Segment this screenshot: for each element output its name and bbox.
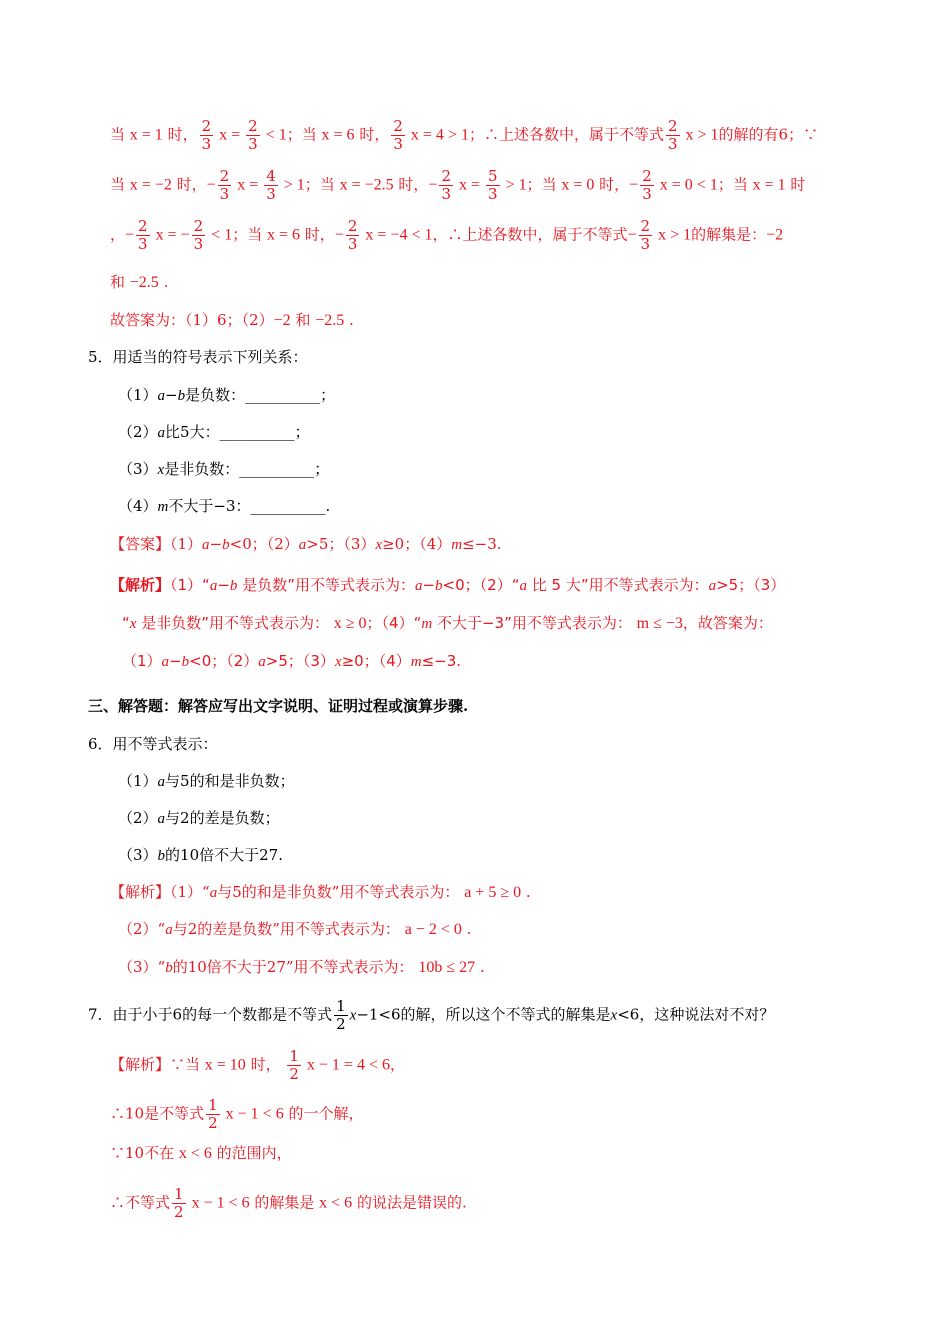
text: 三、解答题：解答应写出文字说明、证明过程或演算步骤. [88, 697, 469, 715]
math-expression: x = 0 < 1 [655, 176, 718, 194]
fraction-denominator: 3 [488, 185, 498, 203]
text-line-l2 [110, 168, 805, 203]
math-expression: > 1 [279, 176, 305, 194]
math-variable: b [165, 960, 173, 976]
text: ；当 [304, 175, 340, 194]
text: − [209, 535, 223, 553]
math-expression: < 1 [261, 126, 287, 144]
text: 当 [110, 125, 130, 144]
math-expression: x = −2 [129, 176, 172, 194]
math-expression: −2.5 [315, 312, 345, 329]
math-expression: x = 6 [321, 126, 355, 144]
text: 时， [245, 1055, 286, 1074]
fraction-numerator: 2 [667, 117, 678, 135]
math-variable: m [157, 499, 169, 515]
text: 与2的差是负数”用不等式表示为： [172, 920, 405, 938]
fraction-denominator: 2 [289, 1065, 299, 1083]
text: ， [110, 225, 126, 244]
text: . [475, 958, 485, 976]
fraction-numerator: 2 [347, 217, 358, 235]
text: 【解析】（1）“ [110, 883, 210, 901]
text-line-l25 [110, 1097, 363, 1132]
text: ；当 [286, 125, 322, 144]
fraction [287, 1048, 301, 1083]
text: 时， [393, 175, 429, 194]
text: . [521, 883, 531, 901]
math-variable: x [610, 1007, 618, 1024]
math-expression: x = −2.5 [339, 176, 394, 194]
text: 时， [354, 125, 390, 144]
math-expression: − [627, 226, 637, 244]
fraction-denominator: 2 [208, 1114, 218, 1132]
fraction-denominator: 3 [201, 135, 212, 153]
fraction [172, 1186, 186, 1221]
text: . [158, 273, 169, 291]
math-variable: m [410, 654, 422, 670]
text-line-l21 [118, 919, 471, 940]
text: 比 5 大”用不等式表示为： [526, 576, 709, 594]
fraction [439, 168, 453, 203]
text: “ [122, 614, 130, 632]
fraction [192, 218, 206, 253]
text: 是负数”用不等式表示为： [237, 576, 415, 594]
text-line-l14 [122, 651, 461, 672]
math-expression: x − 1 < 6 [221, 1105, 284, 1123]
fraction [346, 218, 360, 253]
text: 6．用不等式表示： [88, 735, 218, 753]
math-expression: − [334, 226, 344, 244]
text: 与5的和是非负数”用不等式表示为： [217, 883, 465, 901]
text-line-l23 [88, 998, 774, 1033]
text: ；当 [526, 175, 562, 194]
math-expression: x < 6 [178, 1145, 212, 1162]
text: . [461, 920, 472, 938]
text: 【解析】∵当 [110, 1055, 205, 1074]
text: >5；（3） [265, 652, 335, 670]
math-expression: x = 1 [752, 176, 786, 194]
text: 是负数：__________； [185, 386, 336, 404]
math-expression: − [629, 176, 639, 194]
text: ≤−3. [421, 652, 462, 670]
math-expression: a − 2 < 0 [404, 921, 462, 938]
fraction-denominator: 3 [393, 135, 403, 153]
text: 与2的差是负数； [165, 809, 280, 827]
text-line-l6 [88, 347, 308, 367]
fraction [200, 118, 214, 153]
text: − [169, 652, 182, 670]
text: 时， [171, 175, 207, 194]
text: （1） [122, 652, 162, 670]
math-expression: x > 1 [654, 226, 692, 244]
text: 的解集是 [249, 1193, 320, 1212]
text: 与5的和是非负数； [165, 772, 295, 790]
text-line-l4 [110, 272, 168, 293]
math-variable: a [209, 578, 218, 594]
fraction-numerator: 1 [208, 1096, 218, 1114]
text: ；∴上述各数中，属于不等式 [468, 125, 664, 144]
math-expression: m ≤ −3 [636, 615, 683, 632]
math-expression: < 1 [207, 226, 233, 244]
text: （2） [118, 809, 158, 827]
fraction-numerator: 2 [248, 117, 258, 135]
math-expression: −2.5 [129, 274, 159, 291]
text: （2） [118, 423, 158, 441]
text-line-l17 [118, 771, 295, 792]
text-line-l12 [110, 575, 785, 596]
text: （4） [118, 497, 158, 515]
math-expression: x − 1 = 4 < 6 [302, 1056, 390, 1074]
math-variable: m [421, 616, 433, 632]
fraction [391, 118, 405, 153]
math-variable: a [161, 654, 170, 670]
text: 不大于−3”用不等式表示为： [432, 614, 637, 632]
math-variable: a [298, 537, 307, 553]
fraction-numerator: 2 [193, 217, 204, 235]
text: 的说法是错误的. [352, 1193, 467, 1212]
fraction-numerator: 2 [219, 167, 230, 185]
text: （3） [118, 846, 158, 864]
text: − [422, 576, 436, 594]
math-expression: x = 0 [561, 176, 595, 194]
math-variable: a [414, 578, 423, 594]
math-expression: x = − [151, 226, 190, 244]
fraction-denominator: 3 [441, 185, 451, 203]
text-line-l3 [110, 218, 783, 253]
text: ≥0；（4） [341, 652, 411, 670]
text-line-l15 [88, 696, 468, 716]
math-expression: x = [233, 176, 263, 194]
fraction [334, 998, 348, 1033]
fraction [218, 168, 232, 203]
fraction [486, 168, 500, 203]
text: ∴不等式 [110, 1193, 171, 1212]
fraction-numerator: 2 [201, 117, 212, 135]
text: 5．用适当的符号表示下列关系： [88, 348, 308, 366]
text-line-l8 [118, 422, 310, 443]
text: − [217, 576, 230, 594]
fraction [639, 218, 653, 253]
text: 的10倍不大于27. [165, 846, 283, 864]
text: 故答案为：（1）6；（2） [110, 311, 274, 329]
text-line-l16 [88, 734, 218, 754]
math-variable: a [157, 811, 166, 827]
fraction-denominator: 3 [193, 235, 204, 253]
text: ，故答案为： [682, 614, 773, 632]
math-expression: − [125, 226, 135, 244]
text: 的一个解， [283, 1104, 364, 1123]
text: 是非负数：__________； [164, 460, 330, 478]
fraction-numerator: 2 [138, 217, 148, 235]
text: ∴10是不等式 [110, 1104, 205, 1123]
text-line-l20 [110, 882, 531, 903]
math-variable: b [222, 537, 230, 553]
math-variable: b [229, 578, 238, 594]
math-expression: > 1 [501, 176, 527, 194]
fraction [206, 1097, 220, 1132]
fraction-denominator: 3 [266, 185, 276, 203]
math-variable: a [157, 388, 166, 404]
text: ≥0；（4） [382, 535, 452, 553]
fraction-denominator: 3 [219, 185, 230, 203]
fraction [264, 168, 278, 203]
text: （3）“ [118, 958, 166, 976]
math-variable: b [435, 578, 443, 594]
math-variable: a [165, 922, 173, 938]
math-variable: x [349, 1007, 357, 1024]
math-expression: 10b ≤ 27 [418, 959, 476, 976]
text-line-l22 [118, 957, 485, 978]
text: ，∴上述各数中，属于不等式 [432, 225, 628, 244]
text: 的解集是： [691, 225, 767, 244]
math-variable: m [451, 537, 463, 553]
text: ， [389, 1055, 405, 1074]
text: 7．由于小于6的每一个数都是不等式 [88, 1005, 333, 1024]
fraction-numerator: 2 [640, 217, 651, 235]
text: 时， [300, 225, 335, 244]
text: 不大于−3：__________. [168, 497, 331, 515]
math-expression: x = 1 [129, 126, 163, 144]
fraction-denominator: 3 [347, 235, 358, 253]
fraction-numerator: 2 [393, 117, 403, 135]
fraction-denominator: 3 [667, 135, 678, 153]
math-expression: − [428, 176, 438, 194]
text: （1） [118, 386, 158, 404]
math-variable: a [157, 774, 166, 790]
text: ；当 [232, 225, 267, 244]
text-line-l9 [118, 459, 329, 480]
fraction-numerator: 2 [642, 167, 652, 185]
text: <0；（2） [229, 535, 299, 553]
math-expression: x = 4 > 1 [406, 126, 469, 144]
math-expression: a + 5 ≥ 0 [464, 884, 522, 901]
text: 的10倍不大于27”用不等式表示为： [172, 958, 419, 976]
fraction [640, 168, 654, 203]
text-line-l11 [110, 534, 502, 555]
math-variable: x [129, 616, 137, 632]
math-expression: −2 [766, 226, 784, 244]
fraction-denominator: 3 [642, 185, 652, 203]
math-variable: a [708, 578, 717, 594]
math-expression: x = [215, 126, 245, 144]
text: 当 [110, 175, 130, 194]
fraction-numerator: 1 [289, 1047, 299, 1065]
math-expression: x < 6 [319, 1194, 353, 1212]
text: ∵10不在 [110, 1144, 179, 1162]
text-line-l27 [110, 1186, 467, 1221]
fraction-denominator: 2 [336, 1015, 346, 1033]
text: − [165, 386, 178, 404]
text: 【答案】（1） [110, 535, 203, 553]
text-line-l7 [118, 385, 335, 406]
fraction-numerator: 1 [174, 1185, 184, 1203]
fraction-denominator: 3 [138, 235, 148, 253]
text: −1<6的解，所以这个不等式的解集是 [356, 1005, 611, 1024]
math-expression: x ≥ 0 [333, 615, 367, 632]
text: 和 [290, 311, 316, 329]
text: 和 [110, 273, 130, 291]
text: >5；（3） [716, 576, 786, 594]
math-expression: x = 6 [267, 226, 301, 244]
fraction-numerator: 2 [441, 167, 451, 185]
math-expression: x = 10 [204, 1056, 246, 1074]
math-expression: x > 1 [681, 126, 719, 144]
math-variable: b [177, 388, 186, 404]
text: 比5大：__________； [165, 423, 310, 441]
text: ；当 [717, 175, 753, 194]
fraction-numerator: 1 [336, 997, 346, 1015]
math-expression: −2 [273, 312, 291, 329]
math-variable: a [519, 578, 527, 594]
text-line-l10 [118, 496, 330, 517]
math-variable: b [157, 848, 166, 864]
text: >5；（3） [306, 535, 376, 553]
math-variable: x [375, 537, 383, 553]
math-variable: x [334, 654, 342, 670]
fraction-numerator: 4 [266, 167, 276, 185]
text-line-l13 [122, 613, 773, 634]
fraction [246, 118, 260, 153]
math-variable: a [202, 537, 210, 553]
math-variable: a [209, 885, 218, 901]
fraction-denominator: 3 [248, 135, 258, 153]
text: （2）“ [118, 920, 166, 938]
math-variable: a [157, 425, 166, 441]
fraction-denominator: 2 [174, 1203, 184, 1221]
math-expression: x = −4 < 1 [361, 226, 433, 244]
text: <0；（2） [189, 652, 259, 670]
math-variable: a [258, 654, 266, 670]
bold-label: 【解析】 [110, 576, 171, 594]
text: （1）“ [170, 576, 210, 594]
fraction [136, 218, 150, 253]
math-expression: − [206, 176, 216, 194]
math-variable: b [181, 654, 190, 670]
math-variable: x [157, 462, 165, 478]
text: （1） [118, 772, 158, 790]
fraction-numerator: 5 [488, 167, 498, 185]
fraction-denominator: 3 [640, 235, 651, 253]
text: 的范围内， [211, 1144, 292, 1162]
text-line-l18 [118, 808, 280, 829]
text-line-l19 [118, 845, 283, 866]
math-expression: x − 1 < 6 [187, 1194, 250, 1212]
text: （3） [118, 460, 158, 478]
text: <0；（2）“ [442, 576, 520, 594]
text: ；（4）“ [366, 614, 422, 632]
text: <6，这种说法对不对？ [617, 1005, 775, 1024]
text: 时， [162, 125, 198, 144]
text-line-l26 [110, 1143, 292, 1164]
text: 是非负数”用不等式表示为： [136, 614, 334, 632]
fraction [666, 118, 680, 153]
text: . [344, 311, 354, 329]
text: 时 [785, 175, 806, 194]
text-line-l5 [110, 310, 354, 331]
math-expression: x = [454, 176, 485, 194]
text: ≤−3. [462, 535, 502, 553]
text: 时， [594, 175, 630, 194]
text: 的解的有6；∵ [718, 125, 819, 144]
text-line-l1 [110, 118, 818, 153]
text-line-l24 [110, 1048, 405, 1083]
